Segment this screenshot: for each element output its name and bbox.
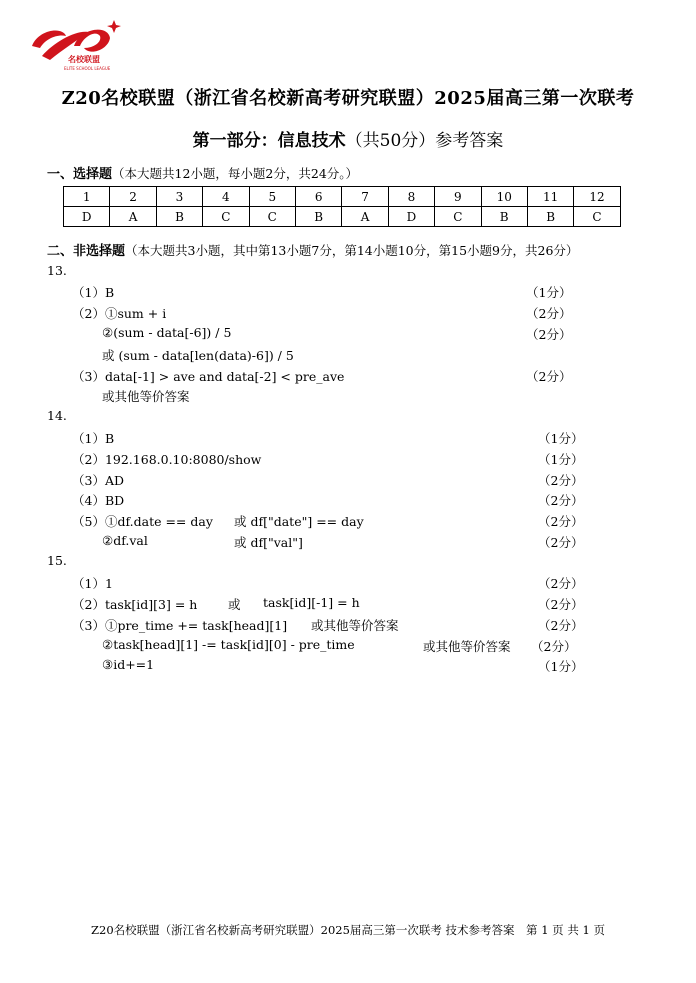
- section-2-heading: [47, 240, 578, 259]
- page-subtitle: [0, 126, 696, 151]
- q14-answer-5b: ②df.val: [102, 533, 148, 548]
- q13-answer-4: （3）data[-1] > ave and data[-2] < pre_ave: [72, 369, 345, 384]
- q13-number: 13.: [47, 263, 67, 278]
- mc-answer: D: [388, 207, 434, 227]
- q13-score-2: （2分）: [526, 306, 572, 321]
- q14-answer-4: （4）BD: [72, 493, 125, 508]
- q15-answer-1: （1）1: [72, 576, 113, 591]
- mc-answer: B: [295, 207, 341, 227]
- q15-answer-2-or: 或: [228, 597, 241, 612]
- q13-score-3: （2分）: [526, 327, 572, 342]
- q15-answer-3b-alt: 或其他等价答案: [423, 639, 511, 654]
- mc-number: 1: [64, 187, 110, 207]
- school-league-logo: [28, 16, 128, 74]
- q15-score-3a: （2分）: [538, 618, 584, 633]
- q15-score-1: （2分）: [538, 576, 584, 591]
- q14-score-4: （2分）: [538, 493, 584, 508]
- section-1-heading: [47, 163, 358, 182]
- mc-answer-table: [63, 186, 621, 227]
- mc-number: 9: [435, 187, 481, 207]
- q13-score-4: （2分）: [526, 369, 572, 384]
- q14-score-2: （1分）: [538, 452, 584, 467]
- mc-answer: C: [249, 207, 295, 227]
- mc-number: 5: [249, 187, 295, 207]
- q15-answer-3a: （3）①pre_time += task[head][1]: [72, 618, 288, 633]
- section-1-title: 一、选择题: [47, 167, 113, 182]
- mc-answer: B: [156, 207, 202, 227]
- q13-answer-1: （1）B: [72, 285, 115, 300]
- mc-answer: B: [527, 207, 573, 227]
- mc-number: 8: [388, 187, 434, 207]
- mc-number: 4: [203, 187, 249, 207]
- logo-text: 名校联盟: [68, 55, 100, 64]
- q14-score-5b: （2分）: [538, 535, 584, 550]
- q14-answer-5b-alt: 或 df["val"]: [234, 535, 303, 550]
- q13-answer-3: ②(sum - data[-6]) / 5: [102, 325, 232, 340]
- q15-answer-3b: ②task[head][1] -= task[id][0] - pre_time: [102, 637, 355, 652]
- q14-answer-5a-alt: 或 df["date"] == day: [234, 514, 364, 529]
- mc-number: 3: [156, 187, 202, 207]
- q13-answer-2: （2）①sum + i: [72, 306, 167, 321]
- q14-score-5a: （2分）: [538, 514, 584, 529]
- q14-answer-2: （2）192.168.0.10:8080/show: [72, 452, 262, 467]
- q14-number: 14.: [47, 408, 67, 423]
- q14-score-3: （2分）: [538, 473, 584, 488]
- q15-answer-2: （2）task[id][3] = h: [72, 597, 198, 612]
- q15-number: 15.: [47, 553, 67, 568]
- q14-answer-5a: （5）①df.date == day: [72, 514, 213, 529]
- mc-number-row: [64, 187, 621, 207]
- mc-answer-row: [64, 207, 621, 227]
- q13-answer-3-alt: 或 (sum - data[len(data)-6]) / 5: [102, 348, 294, 363]
- mc-number: 12: [574, 187, 620, 207]
- q15-answer-2-alt: task[id][-1] = h: [263, 595, 360, 610]
- mc-number: 10: [481, 187, 527, 207]
- section-1-note: （本大题共12小题，每小题2分，共24分。）: [112, 166, 359, 181]
- mc-answer: C: [574, 207, 620, 227]
- section-2-note: （本大题共3小题，其中第13小题7分，第14小题10分，第15小题9分，共26分）: [125, 243, 579, 258]
- mc-answer: A: [110, 207, 156, 227]
- mc-number: 7: [342, 187, 388, 207]
- q15-score-3c: （1分）: [538, 659, 584, 674]
- mc-number: 2: [110, 187, 156, 207]
- subtitle-bold: 第一部分：信息技术: [192, 131, 346, 151]
- q14-score-1: （1分）: [538, 431, 584, 446]
- mc-answer: C: [435, 207, 481, 227]
- q14-answer-3: （3）AD: [72, 473, 125, 488]
- logo-subtext: ELITE SCHOOL LEAGUE: [64, 66, 111, 71]
- mc-answer: A: [342, 207, 388, 227]
- q13-answer-4-alt: 或其他等价答案: [102, 389, 190, 404]
- section-2-title: 二、非选择题: [47, 244, 126, 259]
- q15-score-2: （2分）: [538, 597, 584, 612]
- page-footer: Z20名校联盟（浙江省名校新高考研究联盟）2025届高三第一次联考 技术参考答案 第 1 页 共 1 页: [91, 923, 605, 937]
- mc-number: 6: [295, 187, 341, 207]
- mc-answer: D: [64, 207, 110, 227]
- mc-number: 11: [527, 187, 573, 207]
- q15-answer-3a-alt: 或其他等价答案: [311, 618, 399, 633]
- q13-score-1: （1分）: [526, 285, 572, 300]
- q15-score-3b: （2分）: [531, 639, 577, 654]
- q15-answer-3c: ③id+=1: [102, 657, 155, 672]
- page-title: Z20名校联盟（浙江省名校新高考研究联盟）2025届高三第一次联考: [61, 88, 635, 109]
- mc-answer: C: [203, 207, 249, 227]
- mc-answer: B: [481, 207, 527, 227]
- subtitle-rest: （共50分）参考答案: [345, 131, 504, 151]
- q14-answer-1: （1）B: [72, 431, 115, 446]
